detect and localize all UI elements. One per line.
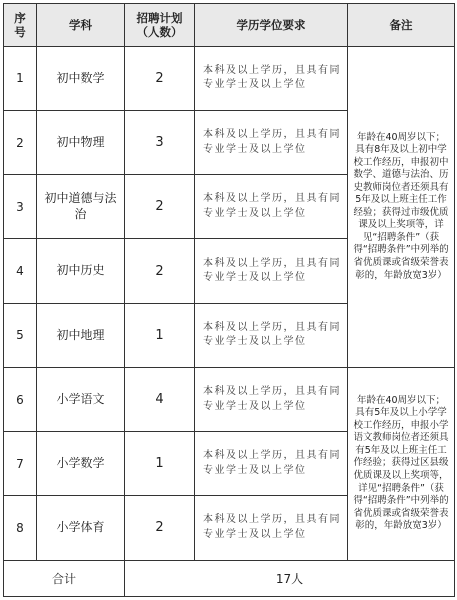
header-seq bbox=[4, 4, 37, 47]
row-seq: 2 bbox=[4, 111, 37, 175]
row-subject: 小学语文 bbox=[37, 367, 125, 431]
row-subject: 初中数学 bbox=[37, 46, 125, 110]
total-label: 合计 bbox=[4, 560, 125, 596]
row-seq: 7 bbox=[4, 432, 37, 496]
header-remark: 备注 bbox=[348, 4, 455, 47]
header-plan: 招聘计划 （人数） bbox=[125, 4, 195, 47]
row-seq: 6 bbox=[4, 367, 37, 431]
note-primary: 年龄在40周岁以下；具有5年及以上小学学校工作经历，申报小学语文教师岗位者还须具有5年及以上班主任工作经验；获得过区县级优质课及以上奖项等，详见“招聘条件”（获得“招聘条件”中列举的省优质课或省级荣誉表彰的，年龄放宽3岁） bbox=[348, 367, 455, 560]
row-seq: 8 bbox=[4, 496, 37, 560]
row-count: 2 bbox=[125, 496, 195, 560]
row-subject: 小学数学 bbox=[37, 432, 125, 496]
row-count: 1 bbox=[125, 303, 195, 367]
row-requirement: 本科及以上学历，且具有同专业学士及以上学位 bbox=[195, 111, 348, 175]
row-seq: 3 bbox=[4, 175, 37, 239]
note-junior: 年龄在40周岁以下；具有8年及以上初中学校工作经历，申报初中数学、道德与法治、历史教师岗位者还须具有5年及以上班主任工作经验；获得过市级优质课及以上奖项等，详见“招聘条件”（获得“招聘条件”中列举的省优质课或省级荣誉表彰的，年龄放宽3岁） bbox=[348, 46, 455, 367]
row-requirement: 本科及以上学历，且具有同专业学士及以上学位 bbox=[195, 303, 348, 367]
row-count: 2 bbox=[125, 175, 195, 239]
row-requirement: 本科及以上学历，且具有同专业学士及以上学位 bbox=[195, 175, 348, 239]
table-row bbox=[4, 367, 455, 431]
total-value: 17人 bbox=[125, 560, 455, 596]
row-seq: 1 bbox=[4, 46, 37, 110]
row-count: 2 bbox=[125, 46, 195, 110]
row-seq: 5 bbox=[4, 303, 37, 367]
recruitment-table bbox=[3, 3, 455, 597]
header-seq-text: 序 号 bbox=[14, 10, 26, 39]
row-count: 4 bbox=[125, 367, 195, 431]
row-subject: 初中物理 bbox=[37, 111, 125, 175]
row-requirement: 本科及以上学历，且具有同专业学士及以上学位 bbox=[195, 46, 348, 110]
row-requirement: 本科及以上学历，且具有同专业学士及以上学位 bbox=[195, 239, 348, 303]
row-count: 1 bbox=[125, 432, 195, 496]
header-subject: 学科 bbox=[37, 4, 125, 47]
row-requirement: 本科及以上学历，且具有同专业学士及以上学位 bbox=[195, 496, 348, 560]
row-subject: 初中历史 bbox=[37, 239, 125, 303]
header-row bbox=[4, 4, 455, 47]
table-row bbox=[4, 46, 455, 110]
row-subject: 小学体育 bbox=[37, 496, 125, 560]
row-subject: 初中道德与法治 bbox=[37, 175, 125, 239]
row-requirement: 本科及以上学历，且具有同专业学士及以上学位 bbox=[195, 432, 348, 496]
total-row bbox=[4, 560, 455, 596]
row-count: 3 bbox=[125, 111, 195, 175]
row-count: 2 bbox=[125, 239, 195, 303]
header-requirement: 学历学位要求 bbox=[195, 4, 348, 47]
row-subject: 初中地理 bbox=[37, 303, 125, 367]
recruitment-table-container bbox=[3, 3, 454, 597]
row-requirement: 本科及以上学历，且具有同专业学士及以上学位 bbox=[195, 367, 348, 431]
row-seq: 4 bbox=[4, 239, 37, 303]
